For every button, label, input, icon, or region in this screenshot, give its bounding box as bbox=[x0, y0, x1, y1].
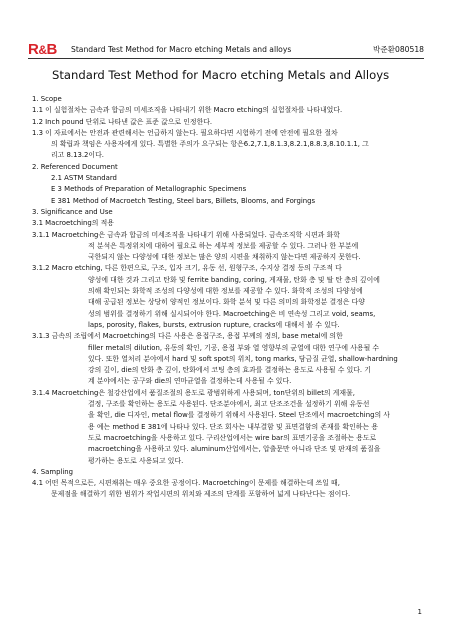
header-divider bbox=[28, 58, 424, 59]
text-line: 4.1 어떤 목적으로든, 시편채취는 매우 중요한 공정이다. Macroetching이 문제를 해결하는데 쓰일 때, bbox=[32, 479, 340, 488]
text-line: 3.1 Macroetching의 적용 bbox=[32, 219, 114, 228]
text-line: 용 예는 method E 381에 나타나 있다. 단조 회사는 내부결함 및 표면결함의 존재를 확인하는 용 bbox=[88, 422, 378, 431]
text-line: 대해 공급된 정보는 상당히 양적인 정보이다. 화학 분석 및 다른 의미의 화학정분 결정은 다양 bbox=[88, 298, 365, 307]
text-line: 3. Significance and Use bbox=[32, 207, 113, 216]
text-line: macroetching을 사용하고 있다. aluminum산업에서는, 압출문만 아니라 단조 및 판재의 품질을 bbox=[88, 445, 381, 454]
text-line: 4. Sampling bbox=[32, 467, 74, 476]
text-line: 의해 확인되는 화학적 조성의 다양성에 대한 정보를 제공할 수 있다. 화학적 조성의 다양성에 bbox=[88, 287, 363, 296]
company-logo bbox=[28, 42, 57, 58]
text-line: 3.1.1 Macroetching은 금속과 합금의 미세조직을 나타내기 위해 사용되었다. 금속조직학 시편과 화학 bbox=[32, 230, 340, 239]
text-line: 을 확인, die 디자인, metal flow를 결정하기 위해서 사용된다. Steel 단조에서 macroetching의 사 bbox=[88, 411, 390, 420]
text-line: 성의 범위를 결정하기 위해 실시되어야 한다. Macroetching은 비 연속성 그리고 void, seams, bbox=[88, 309, 376, 318]
text-line: 강의 깊이, die의 탄화 층 깊이, 탄화에서 코팅 층의 효과를 결정하는 용도로 사용될 수 있다. 기 bbox=[88, 366, 371, 375]
text-line: 적 분석은 특정위치에 대하여 필요로 하는 세부적 정보를 제공할 수 있다. 그러나 한 부분에 bbox=[88, 241, 359, 250]
text-line: 도로 macroetching을 사용하고 있다. 구리산업에서는 wire bar의 표면기공을 조절하는 용도로 bbox=[88, 433, 377, 442]
text-line: 3.1.3 금속의 조립에서 Macroetching의 다른 사용은 용접구조, 용접 부께의 정의, base metal에 의한 bbox=[32, 332, 343, 341]
text-line: 1.1 이 실험절차는 금속과 합금의 미세조직을 나타내기 위한 Macro etching의 실험절차를 나타내었다. bbox=[32, 106, 343, 115]
text-line: 평가하는 용도로 사용되고 있다. bbox=[88, 456, 184, 465]
logo-letter-r: R bbox=[28, 41, 39, 58]
text-line: 국한되지 않는 다양성에 대한 정보는 많은 양의 시편을 채취하지 않는다면 제공하지 못한다. bbox=[88, 253, 361, 262]
text-line: E 381 Method of Macroetch Testing, Steel bars, Billets, Blooms, and Forgings bbox=[51, 196, 316, 205]
document-title: Standard Test Method for Macro etching Metals and Alloys bbox=[52, 68, 390, 82]
text-line: laps, porosity, flakes, bursts, extrusion rupture, cracks에 대해서 볼 수 있다. bbox=[88, 320, 340, 329]
text-line: 계 분야에서는 공구와 die의 연마균열을 결정하는데 사용될 수 있다. bbox=[88, 377, 292, 386]
text-line: 있다. 또한 열처리 분야에서 hard 및 soft spot의 위치, tong marks, 담금질 균열, shallow-hardning bbox=[88, 354, 398, 363]
page-number: 1 bbox=[417, 608, 422, 616]
text-line: 1.3 이 자료에서는 안전과 관련해서는 언급하지 않는다. 필요하다면 시험하기 전에 안전에 필요한 절차 bbox=[32, 128, 338, 137]
text-line: 결정, 구조를 확인하는 용도로 사용된다. 단조분야에서, 최고 단조조건을 설정하기 위해 유동선 bbox=[88, 400, 370, 409]
text-line: 양성에 대한 것과 그리고 탄화 및 ferrite banding, coring, 게재물, 탄화 층 및 탈 탄 층의 깊이에 bbox=[88, 275, 380, 284]
text-line: E 3 Methods of Preparation of Metallographic Specimens bbox=[51, 185, 247, 194]
header-doc-title: Standard Test Method for Macro etching Metals and alloys bbox=[71, 45, 292, 54]
text-line: 의 확립과 책임은 사용자에게 있다. 특별한 주의가 요구되는 항은6.2,7.1,8.1.3,8.2.1,8.8.3,8.10.1.1, 그 bbox=[51, 140, 369, 149]
document-body bbox=[32, 94, 424, 501]
text-line: filler metal의 dilution, 유동의 확인, 기공, 용접 부와 열 영향부의 균열에 대한 연구에 사용될 수 bbox=[88, 343, 380, 352]
text-line: 리고 8.13.2이다. bbox=[51, 151, 104, 160]
text-line: 2.1 ASTM Standard bbox=[51, 174, 117, 183]
text-line: 3.1.4 Macroetching은 철강산업에서 품질조절의 용도로 광범위하게 사용되며, ton단위의 billet의 게재물, bbox=[32, 388, 355, 397]
text-line: 문제점을 해결하기 위한 범위가 작업시편의 위치와 제조의 단계를 포함하여 넓게 나타난다는 점이다. bbox=[51, 490, 351, 499]
text-line: 1. Scope bbox=[32, 95, 62, 103]
logo-ampersand: & bbox=[38, 43, 47, 57]
text-line: 2. Referenced Document bbox=[32, 162, 118, 171]
text-line: 3.1.2 Macro etching, 다른 한편으로, 구조, 입자 크기, 유동 선, 원형구조, 수지상 결정 등의 구조적 다 bbox=[32, 264, 342, 273]
text-line: 1.2 Inch pound 단위로 나타낸 값은 표준 값으로 인정한다. bbox=[32, 117, 213, 126]
header-author: 박준환080518 bbox=[373, 45, 424, 54]
logo-letter-b: B bbox=[46, 41, 57, 58]
